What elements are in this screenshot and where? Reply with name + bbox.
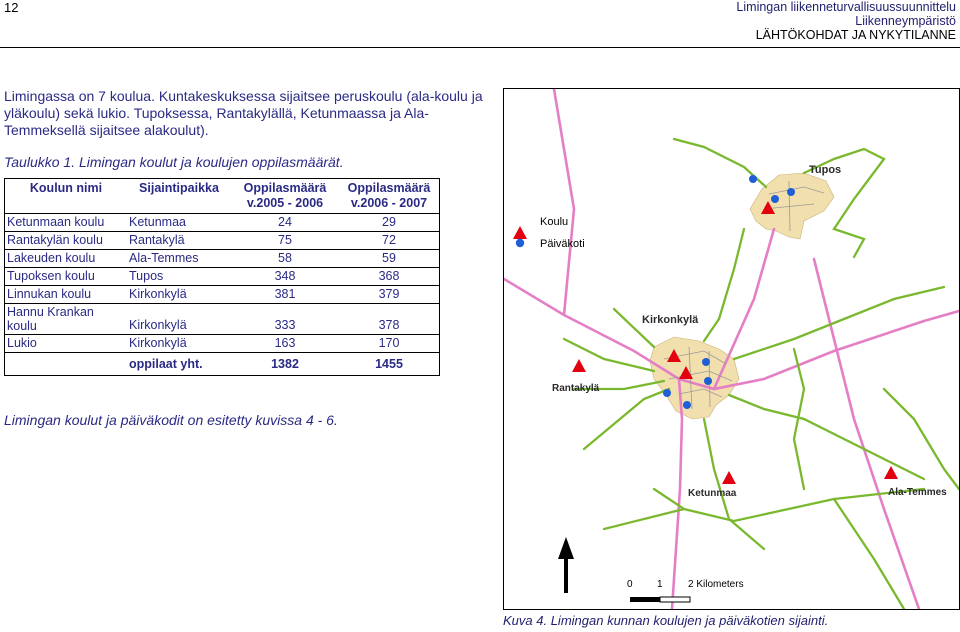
school-marker-ketunmaa — [722, 471, 736, 484]
place-label-ala-temmes: Ala-Temmes — [888, 487, 947, 498]
cell-name: Hannu Krankan koulu — [5, 304, 127, 335]
page-header — [736, 0, 956, 42]
table-total-row — [5, 353, 439, 376]
north-arrow-icon — [558, 537, 574, 593]
table-row — [5, 286, 439, 304]
cell-name: Linnukan koulu — [5, 286, 127, 304]
cell-2005: 163 — [231, 335, 339, 353]
table-row — [5, 250, 439, 268]
cell-location: Kirkonkylä — [127, 304, 231, 335]
table-row — [5, 304, 439, 335]
header-line-3: LÄHTÖKOHDAT JA NYKYTILANNE — [755, 28, 956, 42]
figure-caption: Kuva 4. Limingan kunnan koulujen ja päiväkotien sijainti. — [503, 613, 829, 628]
col-header-count-2005: Oppilasmäärä v.2005 - 2006 — [231, 179, 339, 214]
cell-location: Ketunmaa — [127, 214, 231, 232]
cell-2006: 59 — [339, 250, 439, 268]
map-canvas — [504, 89, 959, 609]
daycare-marker — [787, 188, 795, 196]
cell-name: Lakeuden koulu — [5, 250, 127, 268]
place-label-kirkonkyla: Kirkonkylä — [642, 314, 699, 326]
school-marker-ala-temmes — [884, 466, 898, 479]
cell-location: Kirkonkylä — [127, 286, 231, 304]
table-row — [5, 214, 439, 232]
schools-table — [4, 178, 440, 376]
legend-school-symbol — [513, 226, 527, 239]
place-label-tupos: Tupos — [809, 164, 842, 176]
cell-2005: 75 — [231, 232, 339, 250]
header-line-1: Limingan liikenneturvallisuussuunnittelu — [736, 0, 956, 14]
cell-2006: 368 — [339, 268, 439, 286]
scale-bar — [627, 579, 744, 602]
col-header-count-2006: Oppilasmäärä v.2006 - 2007 — [339, 179, 439, 214]
place-label-ketunmaa: Ketunmaa — [688, 488, 737, 499]
cell-2005: 381 — [231, 286, 339, 304]
total-2005: 1382 — [271, 356, 299, 371]
cell-2006: 379 — [339, 286, 439, 304]
cell-location: Rantakylä — [127, 232, 231, 250]
cell-location: Tupos — [127, 268, 231, 286]
cell-name: Tupoksen koulu — [5, 268, 127, 286]
col-header-name: Koulun nimi — [5, 179, 127, 214]
legend-daycare-symbol — [516, 239, 524, 247]
total-2006: 1455 — [375, 356, 403, 371]
cell-2006: 378 — [339, 304, 439, 335]
table-caption: Taulukko 1. Limingan koulut ja koulujen oppilasmäärät. — [4, 154, 344, 170]
cell-2006: 72 — [339, 232, 439, 250]
daycare-marker — [702, 358, 710, 366]
cell-name: Lukio — [5, 335, 127, 353]
cell-2006: 29 — [339, 214, 439, 232]
scale-label-1: 1 — [657, 579, 663, 590]
daycare-marker — [704, 377, 712, 385]
daycare-marker — [683, 401, 691, 409]
cell-2005: 333 — [231, 304, 339, 335]
legend-daycare-label: Päiväkoti — [540, 238, 585, 250]
scale-label-0: 0 — [627, 579, 633, 590]
cell-2005: 348 — [231, 268, 339, 286]
daycare-marker — [663, 389, 671, 397]
table-row — [5, 335, 439, 353]
table-header-row — [5, 179, 439, 214]
header-divider — [0, 47, 960, 48]
school-marker-rantakyla — [572, 359, 586, 372]
main-roads — [504, 89, 959, 609]
page-number: 12 — [4, 0, 19, 15]
place-labels — [552, 164, 947, 499]
table-row — [5, 232, 439, 250]
school-map — [503, 88, 960, 610]
cell-2005: 58 — [231, 250, 339, 268]
col-header-location: Sijaintipaikka — [127, 179, 231, 214]
bottom-text: Limingan koulut ja päiväkodit on esitetty kuvissa 4 - 6. — [4, 412, 338, 428]
total-label: oppilaat yht. — [129, 356, 203, 371]
daycare-marker — [749, 175, 757, 183]
cell-location: Ala-Temmes — [127, 250, 231, 268]
cell-2005: 24 — [231, 214, 339, 232]
place-label-rantakyla: Rantakylä — [552, 383, 600, 394]
cell-location: Kirkonkylä — [127, 335, 231, 353]
legend-school-label: Koulu — [540, 216, 569, 228]
scale-label-2: 2 Kilometers — [688, 579, 744, 590]
intro-paragraph: Limingassa on 7 koulua. Kuntakeskuksessa sijaitsee peruskoulu (ala-koulu ja yläkoulu) sekä lukio. Tupoksessa, Rantakylällä, Ketunmaassa ja Ala-Temmeksellä sijaitsee alakoulut). — [4, 88, 483, 138]
cell-name: Rantakylän koulu — [5, 232, 127, 250]
table-row — [5, 268, 439, 286]
cell-2006: 170 — [339, 335, 439, 353]
header-line-2: Liikenneympäristö — [855, 14, 956, 28]
cell-name: Ketunmaan koulu — [5, 214, 127, 232]
daycare-marker — [771, 195, 779, 203]
